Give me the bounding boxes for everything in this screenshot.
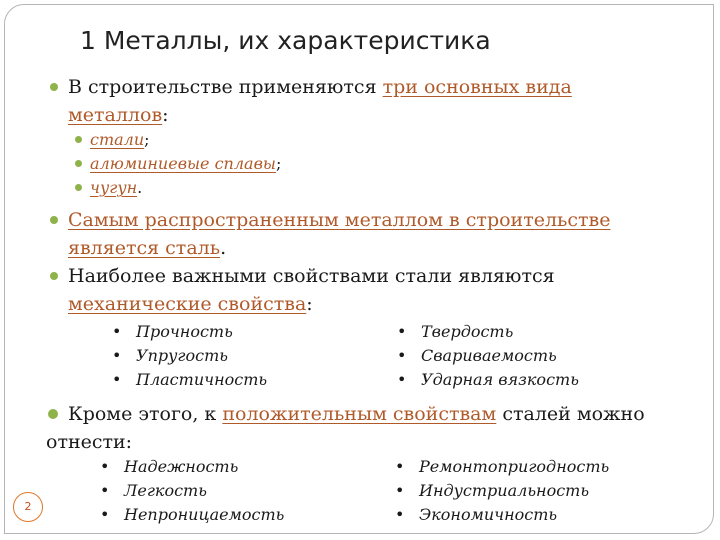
metal-item-punct: ; <box>144 130 150 149</box>
list-item-text: Непроницаемость <box>124 505 285 524</box>
bullet-icon: • <box>100 457 110 476</box>
common-metal-link-2[interactable]: является сталь <box>68 237 221 259</box>
metal-types-link-1[interactable]: три основных вида <box>382 76 572 98</box>
list-item-text: Надежность <box>124 457 239 476</box>
common-metal-period: . <box>220 237 227 259</box>
positive-list-left <box>100 455 284 527</box>
steel-properties-text: Наиболее важными свойствами стали являются <box>68 265 555 287</box>
positive-properties-text: Кроме этого, к <box>68 403 223 425</box>
bullet-icon: • <box>395 457 405 476</box>
list-item <box>395 455 609 479</box>
metal-types-text: В строительстве применяются <box>68 76 383 98</box>
positive-properties-line-2: отнести: <box>46 431 133 453</box>
bullet-icon: • <box>397 370 407 389</box>
mechanical-list-left <box>112 320 267 392</box>
bullet-icon: • <box>112 322 122 341</box>
bullet-icon: • <box>100 505 110 524</box>
mechanical-list-right <box>397 320 579 392</box>
list-item-text: Пластичность <box>136 370 268 389</box>
list-item <box>397 368 579 392</box>
bullet-dot-icon <box>75 136 82 143</box>
bullet-icon: • <box>112 370 122 389</box>
list-item-text: Индустриальность <box>419 481 590 500</box>
bullet-dot-icon <box>75 184 82 191</box>
list-item <box>100 455 284 479</box>
list-item-text: Ударная вязкость <box>421 370 579 389</box>
metal-item-link[interactable]: чугун <box>90 178 138 197</box>
list-item <box>397 344 579 368</box>
list-item-text: Ремонтопригодность <box>419 457 610 476</box>
bullet-dot-icon <box>48 409 58 419</box>
metal-item <box>90 178 142 198</box>
list-item <box>397 320 579 344</box>
bullet-positive-properties <box>68 400 698 428</box>
slide-title: 1 Металлы, их характеристика <box>80 26 491 55</box>
steel-properties-colon: : <box>306 293 313 315</box>
metal-item-punct: ; <box>275 154 282 173</box>
bullet-dot-icon <box>50 83 58 91</box>
positive-list-right <box>395 455 609 527</box>
page-number: 2 <box>13 492 43 522</box>
bullet-icon: • <box>397 346 407 365</box>
list-item-text: Прочность <box>136 322 233 341</box>
metal-item-punct: . <box>137 178 143 197</box>
list-item-text: Свариваемость <box>421 346 557 365</box>
metal-types-link-2[interactable]: металлов <box>68 104 163 126</box>
positive-properties-text-2: сталей можно <box>496 403 645 425</box>
metal-item-link[interactable]: стали <box>90 130 145 149</box>
bullet-icon: • <box>395 505 405 524</box>
list-item <box>395 479 609 503</box>
list-item <box>112 368 267 392</box>
common-metal-link-1[interactable]: Самым распространенным металлом в строительстве <box>68 209 611 231</box>
mechanical-properties-link[interactable]: механические свойства <box>68 293 307 315</box>
bullet-icon: • <box>395 481 405 500</box>
list-item <box>395 503 609 527</box>
list-item <box>100 503 284 527</box>
bullet-icon: • <box>112 346 122 365</box>
metal-item <box>90 154 281 174</box>
metal-item-link[interactable]: алюминиевые сплавы <box>90 154 276 173</box>
bullet-dot-icon <box>50 216 58 224</box>
bullet-icon: • <box>100 481 110 500</box>
list-item <box>112 320 267 344</box>
list-item-text: Твердость <box>421 322 514 341</box>
list-item <box>112 344 267 368</box>
metal-item <box>90 130 150 150</box>
metal-types-colon: : <box>162 104 169 126</box>
bullet-icon: • <box>397 322 407 341</box>
bullet-dot-icon <box>75 160 82 167</box>
list-item <box>100 479 284 503</box>
list-item-text: Экономичность <box>419 505 558 524</box>
bullet-dot-icon <box>50 272 58 280</box>
positive-properties-link[interactable]: положительным свойствам <box>222 403 497 425</box>
list-item-text: Упругость <box>136 346 228 365</box>
bullet-steel-properties <box>68 262 688 318</box>
bullet-metal-types <box>68 73 668 129</box>
bullet-common-metal <box>68 206 688 262</box>
list-item-text: Легкость <box>124 481 207 500</box>
